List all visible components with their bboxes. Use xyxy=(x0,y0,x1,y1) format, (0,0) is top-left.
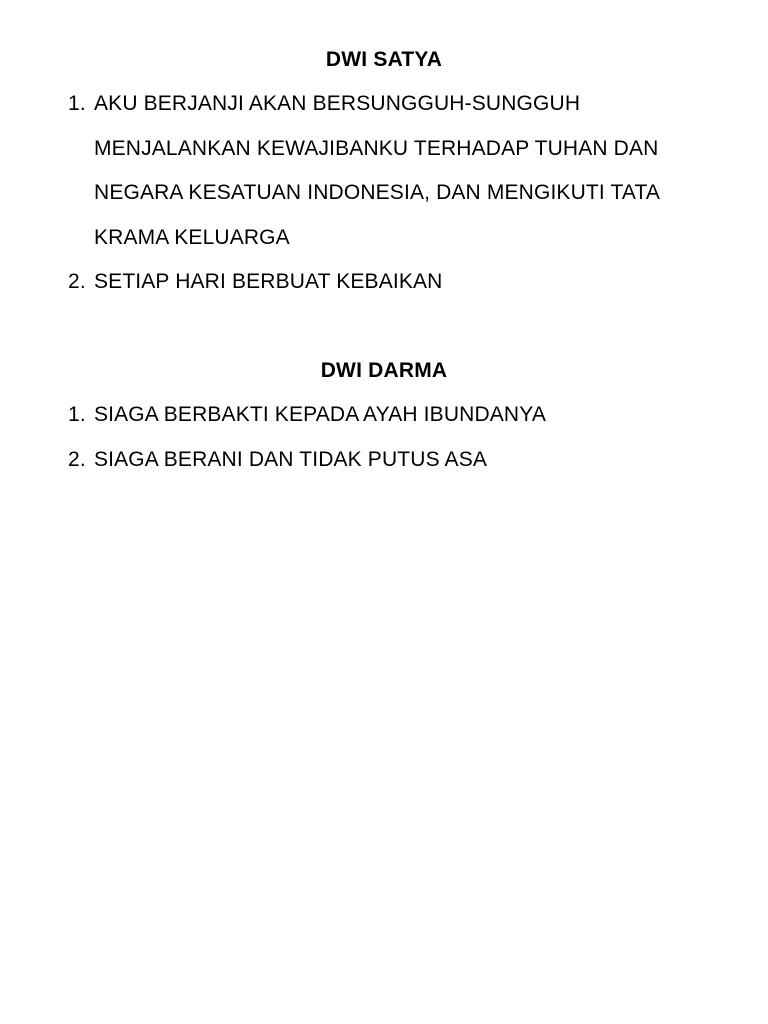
text-line: KRAMA KELUARGA xyxy=(94,225,290,249)
text-line: SETIAP HARI BERBUAT KEBAIKAN xyxy=(94,270,443,293)
list-item-text xyxy=(94,82,708,260)
list-number: 2. xyxy=(68,448,86,471)
list-item-text xyxy=(94,260,708,305)
section-heading-dwi-satya: DWI SATYA xyxy=(325,48,443,71)
list-item-text xyxy=(94,393,708,438)
list-number: 2. xyxy=(68,270,86,293)
list-item xyxy=(68,82,708,260)
section-heading-dwi-darma: DWI DARMA xyxy=(320,359,448,382)
text-line: SIAGA BERANI DAN TIDAK PUTUS ASA xyxy=(94,448,488,471)
text-line: SIAGA BERBAKTI KEPADA AYAH IBUNDANYA xyxy=(94,403,546,426)
text-line: MENJALANKAN KEWAJIBANKU TERHADAP TUHAN DAN xyxy=(94,136,659,160)
list-item xyxy=(68,438,708,483)
text-line: AKU BERJANJI AKAN BERSUNGGUH-SUNGGUH xyxy=(94,92,581,115)
text-line: NEGARA KESATUAN INDONESIA, DAN MENGIKUTI TATA xyxy=(94,181,661,204)
list-number: 1. xyxy=(68,92,86,115)
list-item xyxy=(68,260,708,305)
list-number: 1. xyxy=(68,403,86,426)
list-item xyxy=(68,393,708,438)
list-item-text xyxy=(94,438,708,483)
